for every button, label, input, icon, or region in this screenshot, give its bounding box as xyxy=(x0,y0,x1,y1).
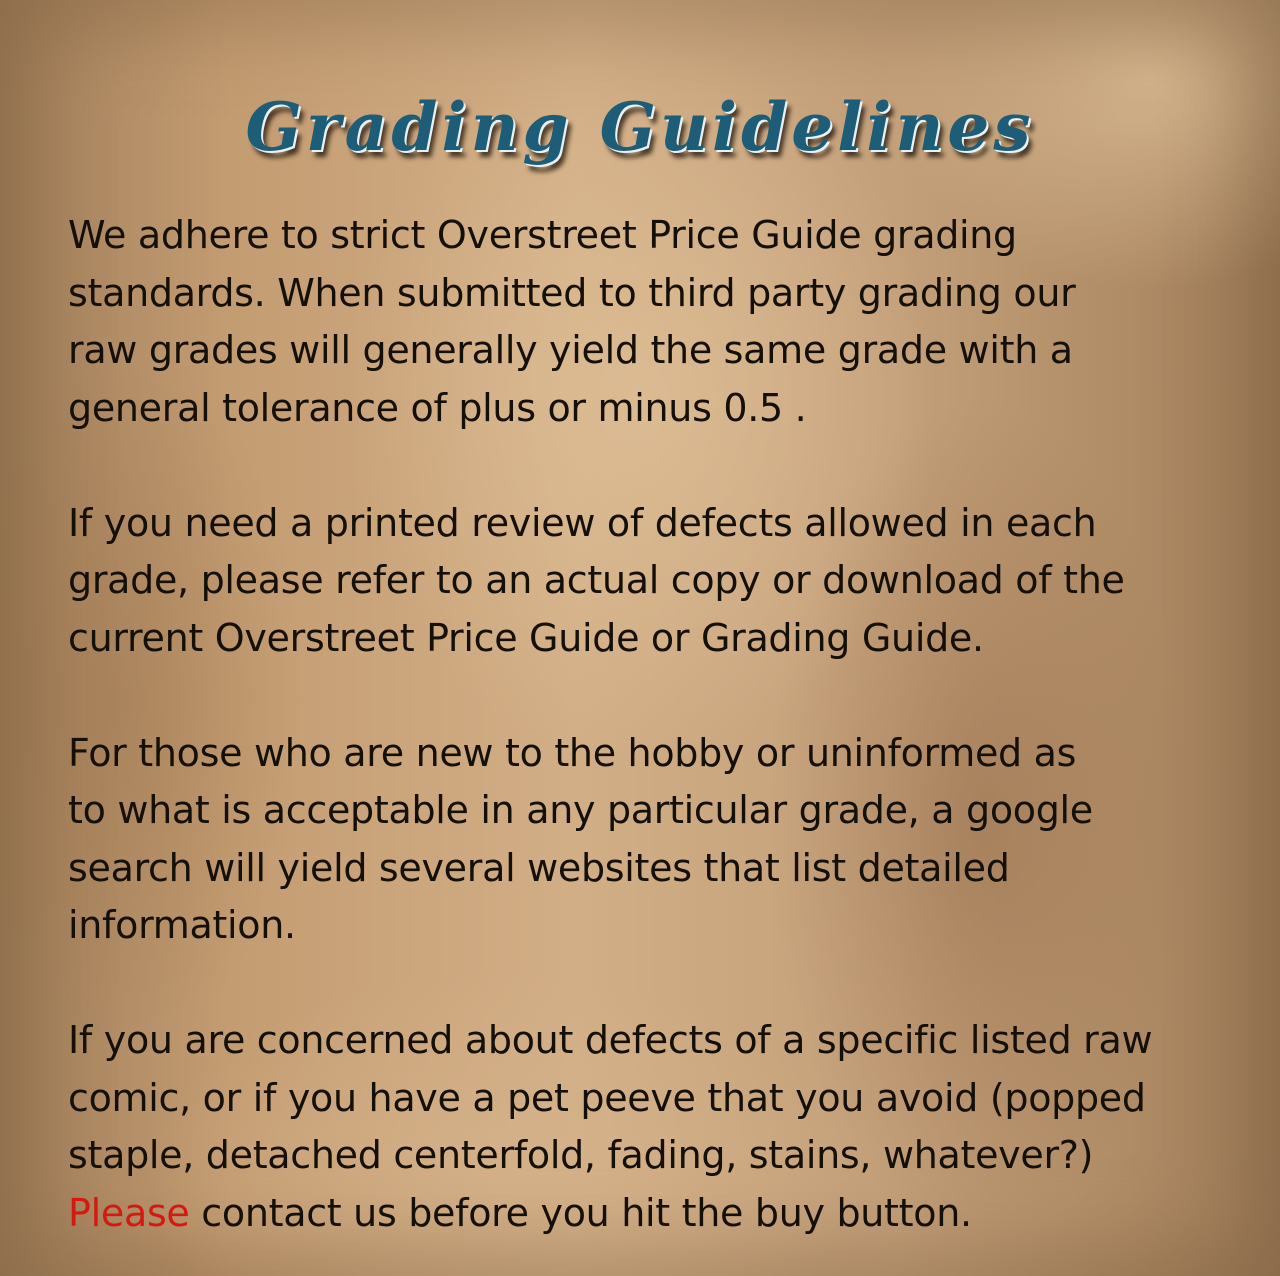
text-line: information. xyxy=(68,903,296,947)
paragraph-new-to-hobby xyxy=(68,725,1258,955)
text-line: staple, detached centerfold, fading, stains, whatever?) xyxy=(68,1133,1094,1177)
text-line: standards. When submitted to third party grading our xyxy=(68,270,1076,315)
paragraph-standards xyxy=(68,207,1258,437)
text-line: search will yield several websites that list detailed xyxy=(68,845,1010,890)
text-line: current Overstreet Price Guide or Grading Guide. xyxy=(68,615,984,660)
text-line: If you are concerned about defects of a specific listed raw xyxy=(68,1018,1153,1062)
text-line: grade, please refer to an actual copy or download of the xyxy=(68,558,1125,602)
text-line: raw grades will generally yield the same grade with a xyxy=(68,328,1073,372)
page-title: Grading Guidelines xyxy=(245,88,1035,166)
paragraph-printed-review xyxy=(68,495,1258,668)
text-line: to what is acceptable in any particular grade, a google xyxy=(68,788,1093,832)
please-highlight: Please xyxy=(68,1190,190,1235)
text-line: comic, or if you have a pet peeve that you avoid (popped xyxy=(68,1075,1146,1120)
paragraph-concerns xyxy=(68,1012,1258,1242)
guidelines-text xyxy=(68,207,1258,1242)
text-line: If you need a printed review of defects allowed in each xyxy=(68,500,1097,545)
text-line: For those who are new to the hobby or uninformed as xyxy=(68,730,1077,775)
text-line: We adhere to strict Overstreet Price Guide grading xyxy=(68,213,1017,257)
text-line: general tolerance of plus or minus 0.5 . xyxy=(68,385,807,430)
contact-us-text: contact us before you hit the buy button. xyxy=(189,1190,972,1235)
text-line-final xyxy=(68,1185,1258,1243)
